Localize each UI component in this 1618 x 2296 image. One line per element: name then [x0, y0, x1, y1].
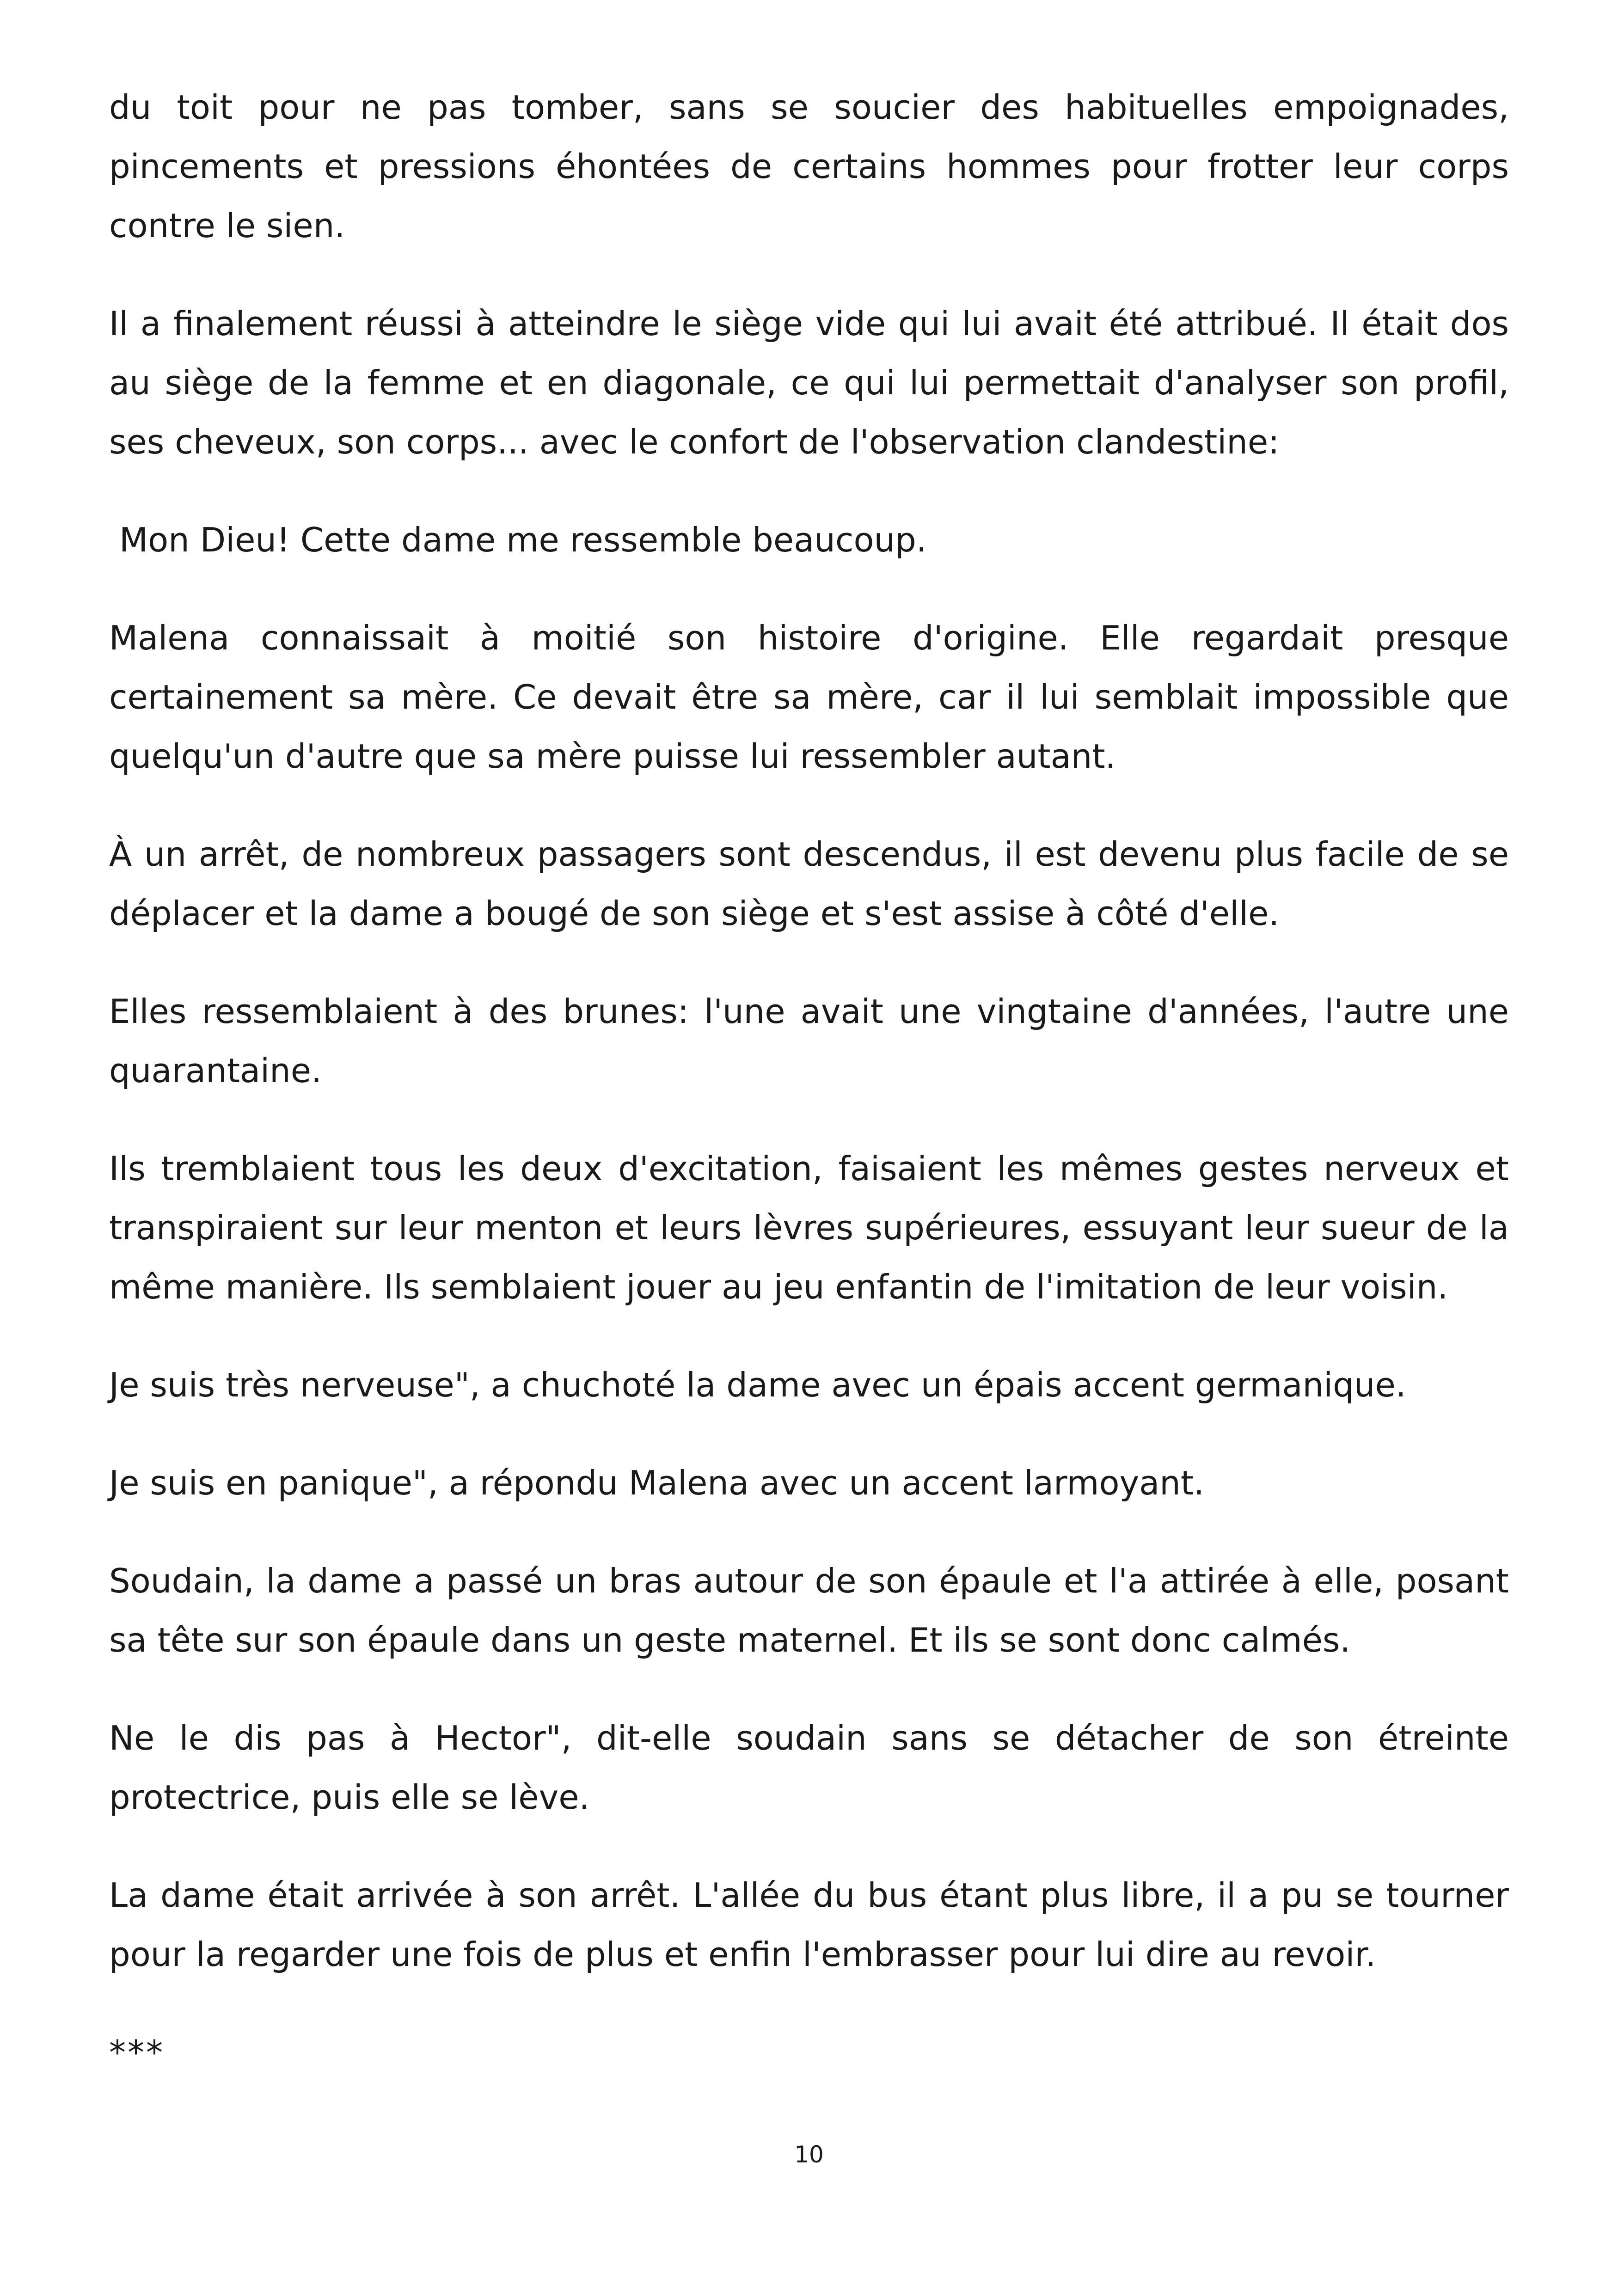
paragraph: Je suis en panique", a répondu Malena avec un accent larmoyant. [109, 1463, 1205, 1502]
paragraph: Soudain, la dame a passé un bras autour de son épaule et l'a attirée à elle, posant sa tête sur son épaule dans un geste maternel. Et ils se sont donc calmés. [109, 1561, 1509, 1659]
section-separator: *** [109, 2033, 165, 2072]
page-number: 10 [794, 2141, 824, 2168]
paragraph: Ils tremblaient tous les deux d'excitation, faisaient les mêmes gestes nerveux et transpiraient sur leur menton et leurs lèvres supérieures, essuyant leur sueur de la même manière. Ils semblaient jouer au jeu enfantin de l'imitation de leur voisin. [109, 1149, 1509, 1306]
paragraph: du toit pour ne pas tomber, sans se soucier des habituelles empoignades, pincements et pressions éhontées de certains hommes pour frotter leur corps contre le sien. [109, 88, 1509, 245]
paragraph: Malena connaissait à moitié son histoire d'origine. Elle regardait presque certainement sa mère. Ce devait être sa mère, car il lui semblait impossible que quelqu'un d'autre que sa mère puisse lui ressembler autant. [109, 618, 1509, 776]
paragraph: Mon Dieu! Cette dame me ressemble beaucoup. [119, 520, 927, 559]
paragraph: Il a finalement réussi à atteindre le siège vide qui lui avait été attribué. Il était dos au siège de la femme et en diagonale, ce qui lui permettait d'analyser son profil, ses cheveux, son corps... avec le confort de l'observation clandestine: [109, 304, 1509, 461]
body-text [109, 78, 1509, 2082]
paragraph: À un arrêt, de nombreux passagers sont descendus, il est devenu plus facile de se déplacer et la dame a bougé de son siège et s'est assise à côté d'elle. [109, 835, 1509, 933]
paragraph: La dame était arrivée à son arrêt. L'allée du bus étant plus libre, il a pu se tourner pour la regarder une fois de plus et enfin l'embrasser pour lui dire au revoir. [109, 1876, 1509, 1974]
paragraph: Ne le dis pas à Hector", dit-elle soudain sans se détacher de son étreinte protectrice, puis elle se lève. [109, 1719, 1509, 1817]
paragraph: Elles ressemblaient à des brunes: l'une avait une vingtaine d'années, l'autre une quarantaine. [109, 992, 1509, 1090]
paragraph: Je suis très nerveuse", a chuchoté la dame avec un épais accent germanique. [109, 1365, 1406, 1404]
